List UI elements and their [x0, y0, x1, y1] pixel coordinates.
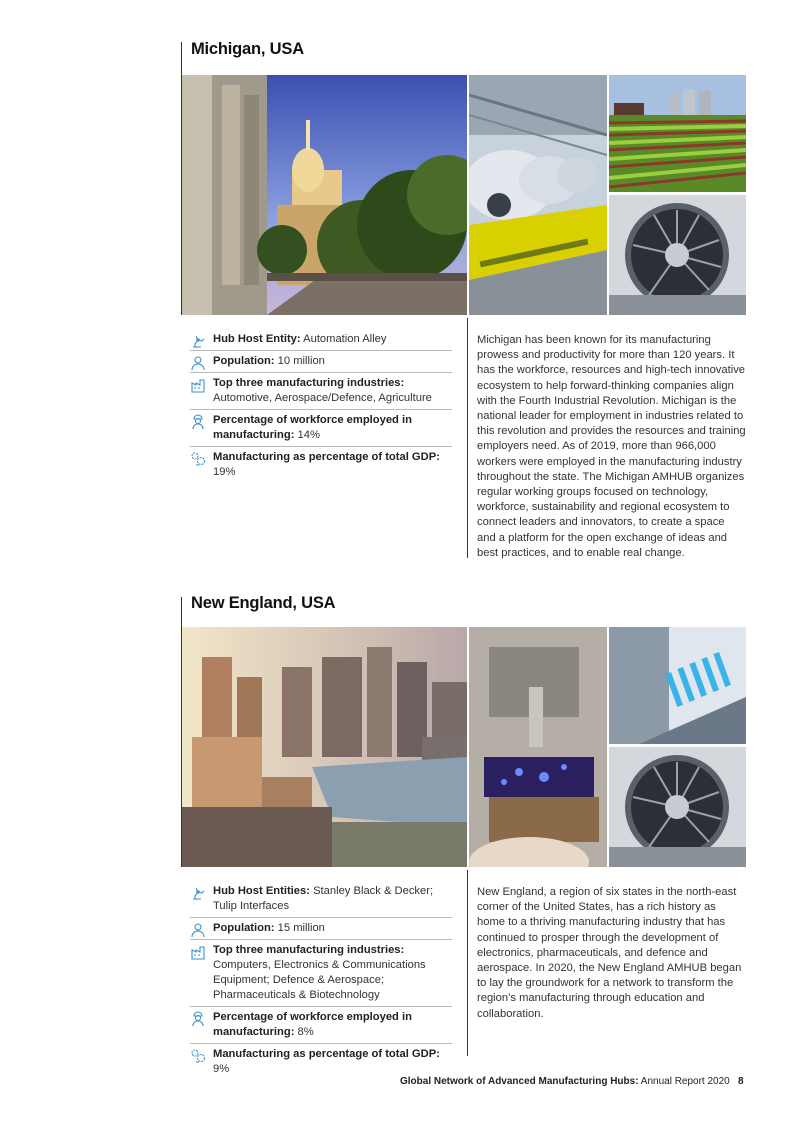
- fact-list: [190, 332, 452, 486]
- fact-label: Top three manufacturing industries:: [213, 377, 405, 389]
- fact-label: Population:: [213, 355, 275, 367]
- robot-arm-icon: [190, 333, 206, 349]
- fact-label: Percentage of workforce employed in manufacturing:: [213, 414, 412, 441]
- fact-host-entity: [190, 332, 452, 351]
- person-icon: [190, 355, 206, 371]
- factory-icon: [190, 377, 206, 393]
- fact-value: 9%: [213, 1063, 230, 1075]
- fact-value: 8%: [294, 1026, 314, 1038]
- gears-icon: [190, 1048, 206, 1064]
- fact-population: [190, 354, 452, 373]
- section-description: [467, 885, 746, 1022]
- fact-value: 14%: [294, 429, 320, 441]
- fact-label: Hub Host Entity:: [213, 333, 301, 345]
- fact-workforce: [190, 1010, 452, 1044]
- jet-turbine-photo: [609, 747, 746, 867]
- section-title: Michigan, USA: [191, 40, 304, 58]
- fact-value: 15 million: [274, 922, 325, 934]
- fact-population: [190, 921, 452, 940]
- robot-arm-icon: [190, 885, 206, 901]
- page-footer: [400, 1076, 730, 1087]
- fact-label: Top three manufacturing industries:: [213, 944, 405, 956]
- photo-collage: [182, 627, 746, 867]
- fact-value: 19%: [213, 466, 236, 478]
- fact-value: 10 million: [274, 355, 325, 367]
- fact-label: Hub Host Entities:: [213, 885, 310, 897]
- farm-field-photo: [609, 75, 746, 192]
- gears-icon: [190, 451, 206, 467]
- jet-turbine-photo: [609, 195, 746, 315]
- fact-industries: [190, 943, 452, 1007]
- fact-label: Population:: [213, 922, 275, 934]
- fact-value: Automation Alley: [300, 333, 387, 345]
- description-text: Michigan has been known for its manufacturing prowess and productivity for more than 120 years. It has the workforce, resources and high-tech innovative ecosystem to help forward-thinking companies align with the Fourth Industrial Revolution. Michigan is the national leader for employment in industries related to this revolution and provides the resources and training employers need. As of 2019, more than 966,000 workers were employed in the manufacturing industry throughout the state. The Michigan AMHUB organizes regular working groups focused on technology, workforce, sustainability and regional ecosystem to connect leaders and innovators, to create a space and a platform for the open exchange of ideas and best practices, and to enable real change.: [477, 334, 746, 559]
- fact-workforce: [190, 413, 452, 447]
- report-suffix: Annual Report 2020: [638, 1076, 730, 1087]
- city-skyline-photo: [182, 627, 467, 867]
- capitol-photo: [182, 75, 467, 315]
- fact-label: Manufacturing as percentage of total GDP:: [213, 1048, 440, 1060]
- report-name: Global Network of Advanced Manufacturing Hubs:: [400, 1076, 639, 1087]
- fact-value: Computers, Electronics & Communications Equipment; Defence & Aerospace; Pharmaceuticals & Biotechnology: [213, 959, 426, 1001]
- worker-icon: [190, 414, 206, 430]
- factory-icon: [190, 944, 206, 960]
- fact-value: Automotive, Aerospace/Defence, Agriculture: [213, 392, 432, 404]
- photo-collage: [182, 75, 746, 315]
- fact-value: Stanley Black & Decker; Tulip Interfaces: [213, 885, 434, 912]
- fact-gdp: [190, 450, 452, 483]
- fact-host-entity: [190, 884, 452, 918]
- person-icon: [190, 922, 206, 938]
- fact-list: [190, 884, 452, 1083]
- page-number: 8: [738, 1076, 744, 1087]
- car-assembly-photo: [469, 75, 607, 315]
- lab-machine-photo: [469, 627, 607, 867]
- section-title: New England, USA: [191, 594, 336, 612]
- fact-label: Manufacturing as percentage of total GDP:: [213, 451, 440, 463]
- worker-icon: [190, 1011, 206, 1027]
- section-description: [467, 333, 746, 561]
- fact-label: Percentage of workforce employed in manufacturing:: [213, 1011, 412, 1038]
- description-text: New England, a region of six states in the north-east corner of the United States, has a rich history as home to a thriving manufacturing industry that has continued to prosper through the development of electronics, pharmaceuticals, and defence and aerospace. In 2020, the New England AMHUB began to lay the groundwork for a network to transform the region’s manufacturing through education and collaboration.: [477, 886, 742, 1020]
- pipettes-photo: [609, 627, 746, 744]
- fact-industries: [190, 376, 452, 410]
